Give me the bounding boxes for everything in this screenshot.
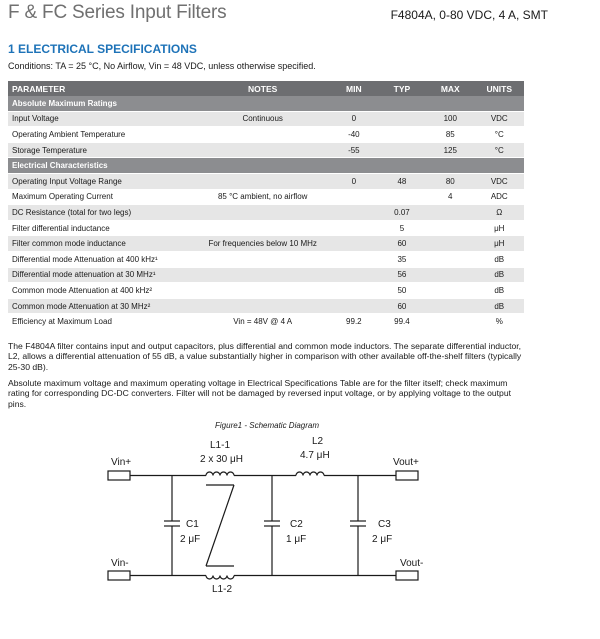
- cell-notes: [196, 173, 330, 189]
- vout-minus-terminal: [396, 571, 418, 580]
- cell-notes: [196, 283, 330, 299]
- cell-typ: 5: [378, 220, 426, 236]
- cell-parameter: Efficiency at Maximum Load: [8, 314, 196, 330]
- label-vout-minus: Vout-: [400, 558, 424, 569]
- label-c2: C2: [290, 519, 303, 530]
- cell-notes: [196, 205, 330, 221]
- description-paragraph: The F4804A filter contains input and output capacitors, plus differential and common mode inductors. The separate differential inductor, L2, allows a differential attenuation of 55 dB, a value substantially higher in comparison with other available off-the-shelf filters (typically 25-30 dB).: [8, 341, 522, 372]
- table-row: [8, 205, 524, 221]
- cell-units: dB: [475, 283, 524, 299]
- table-row: [8, 173, 524, 189]
- header-parameter: PARAMETER: [8, 81, 196, 96]
- table-row: [8, 220, 524, 236]
- cell-units: %: [475, 314, 524, 330]
- cell-units: dB: [475, 251, 524, 267]
- label-c1: C1: [186, 519, 199, 530]
- cell-parameter: Common mode Attenuation at 30 MHz²: [8, 298, 196, 314]
- label-l2: L2: [312, 436, 324, 447]
- vin-minus-terminal: [108, 571, 130, 580]
- cell-parameter: Filter common mode inductance: [8, 236, 196, 252]
- schematic-diagram: [100, 432, 440, 597]
- page-title: F & FC Series Input Filters: [8, 2, 227, 23]
- cell-max: [426, 251, 475, 267]
- vin-plus-terminal: [108, 471, 130, 480]
- cell-min: [330, 236, 378, 252]
- cell-parameter: Operating Ambient Temperature: [8, 127, 196, 143]
- figure-caption: Figure1 - Schematic Diagram: [215, 421, 320, 430]
- cell-max: [426, 267, 475, 283]
- cell-units: ADC: [475, 189, 524, 205]
- header-units: UNITS: [475, 81, 524, 96]
- table-row: [8, 111, 524, 127]
- cell-min: 0: [330, 111, 378, 127]
- cell-max: 4: [426, 189, 475, 205]
- cell-typ: 99.4: [378, 314, 426, 330]
- cell-min: 0: [330, 173, 378, 189]
- cell-typ: [378, 142, 426, 158]
- table-row: [8, 251, 524, 267]
- cell-max: 80: [426, 173, 475, 189]
- cell-min: [330, 298, 378, 314]
- cell-parameter: Maximum Operating Current: [8, 189, 196, 205]
- cell-notes: [196, 220, 330, 236]
- cell-units: Ω: [475, 205, 524, 221]
- cell-max: [426, 283, 475, 299]
- label-vout-plus: Vout+: [393, 457, 419, 468]
- cell-units: °C: [475, 127, 524, 143]
- header-notes: NOTES: [196, 81, 330, 96]
- cell-min: [330, 251, 378, 267]
- label-vin-minus: Vin-: [111, 558, 129, 569]
- cell-units: VDC: [475, 111, 524, 127]
- cell-notes: [196, 127, 330, 143]
- cell-min: -40: [330, 127, 378, 143]
- cell-max: [426, 236, 475, 252]
- spec-table-body: [8, 96, 524, 329]
- table-row: [8, 127, 524, 143]
- table-row: [8, 314, 524, 330]
- cell-notes: 85 °C ambient, no airflow: [196, 189, 330, 205]
- cell-typ: 60: [378, 298, 426, 314]
- table-header-row: [8, 81, 524, 96]
- cell-notes: [196, 267, 330, 283]
- label-l1-1: L1-1: [210, 440, 231, 451]
- spec-table: [8, 81, 524, 330]
- cell-typ: [378, 127, 426, 143]
- cell-parameter: Filter differential inductance: [8, 220, 196, 236]
- cell-max: [426, 220, 475, 236]
- cell-min: -55: [330, 142, 378, 158]
- cell-parameter: Operating Input Voltage Range: [8, 173, 196, 189]
- cell-notes: Continuous: [196, 111, 330, 127]
- section-label: Absolute Maximum Ratings: [8, 96, 524, 111]
- label-c3-value: 2 μF: [372, 534, 393, 545]
- cell-typ: 56: [378, 267, 426, 283]
- cell-min: [330, 220, 378, 236]
- table-row: [8, 267, 524, 283]
- cell-units: dB: [475, 298, 524, 314]
- cell-min: [330, 189, 378, 205]
- cell-units: °C: [475, 142, 524, 158]
- section-title: 1 ELECTRICAL SPECIFICATIONS: [8, 42, 197, 56]
- table-row: [8, 142, 524, 158]
- cell-parameter: Storage Temperature: [8, 142, 196, 158]
- cell-typ: [378, 111, 426, 127]
- cell-min: [330, 205, 378, 221]
- table-row: [8, 283, 524, 299]
- header-typ: TYP: [378, 81, 426, 96]
- table-row: [8, 236, 524, 252]
- cell-parameter: Common mode Attenuation at 400 kHz²: [8, 283, 196, 299]
- cell-parameter: Differential mode Attenuation at 400 kHz¹: [8, 251, 196, 267]
- cell-parameter: DC Resistance (total for two legs): [8, 205, 196, 221]
- cell-max: [426, 298, 475, 314]
- label-vin-plus: Vin+: [111, 457, 132, 468]
- label-c2-value: 1 μF: [286, 534, 307, 545]
- cell-max: 100: [426, 111, 475, 127]
- l2-inductor: [296, 472, 324, 476]
- cell-typ: 50: [378, 283, 426, 299]
- cell-notes: For frequencies below 10 MHz: [196, 236, 330, 252]
- label-c1-value: 2 μF: [180, 534, 201, 545]
- cell-parameter: Input Voltage: [8, 111, 196, 127]
- table-row: [8, 298, 524, 314]
- l1-2-inductor: [206, 576, 234, 580]
- cell-min: [330, 267, 378, 283]
- vout-plus-terminal: [396, 471, 418, 480]
- cell-notes: [196, 298, 330, 314]
- cell-max: [426, 205, 475, 221]
- cell-typ: 35: [378, 251, 426, 267]
- table-row: [8, 189, 524, 205]
- cell-units: μH: [475, 220, 524, 236]
- cell-max: 85: [426, 127, 475, 143]
- voltage-note-paragraph: Absolute maximum voltage and maximum operating voltage in Electrical Specifications Table are for the filter itself; check maximum rating for corresponding DC-DC converters. Filter will not be damaged by reversed input voltage, or by applying voltage to the output pins.: [8, 378, 511, 409]
- model-subtitle: F4804A, 0-80 VDC, 4 A, SMT: [390, 8, 548, 22]
- cell-units: VDC: [475, 173, 524, 189]
- cell-notes: [196, 142, 330, 158]
- cell-units: dB: [475, 267, 524, 283]
- cell-min: 99.2: [330, 314, 378, 330]
- cell-typ: 0.07: [378, 205, 426, 221]
- table-section-row: [8, 96, 524, 111]
- table-section-row: [8, 158, 524, 174]
- conditions-text: Conditions: TA = 25 °C, No Airflow, Vin = 48 VDC, unless otherwise specified.: [8, 61, 316, 71]
- cell-notes: Vin = 48V @ 4 A: [196, 314, 330, 330]
- header-min: MIN: [330, 81, 378, 96]
- cell-units: μH: [475, 236, 524, 252]
- header-max: MAX: [426, 81, 475, 96]
- label-l2-value: 4.7 μH: [300, 450, 330, 461]
- label-l1-value: 2 x 30 μH: [200, 454, 244, 465]
- cell-parameter: Differential mode attenuation at 30 MHz¹: [8, 267, 196, 283]
- cell-typ: [378, 189, 426, 205]
- cell-notes: [196, 251, 330, 267]
- label-c3: C3: [378, 519, 391, 530]
- cell-max: [426, 314, 475, 330]
- cell-max: 125: [426, 142, 475, 158]
- l1-1-inductor: [206, 472, 234, 476]
- cell-typ: 60: [378, 236, 426, 252]
- section-label: Electrical Characteristics: [8, 158, 524, 174]
- label-l1-2: L1-2: [212, 584, 233, 595]
- cell-min: [330, 283, 378, 299]
- cell-typ: 48: [378, 173, 426, 189]
